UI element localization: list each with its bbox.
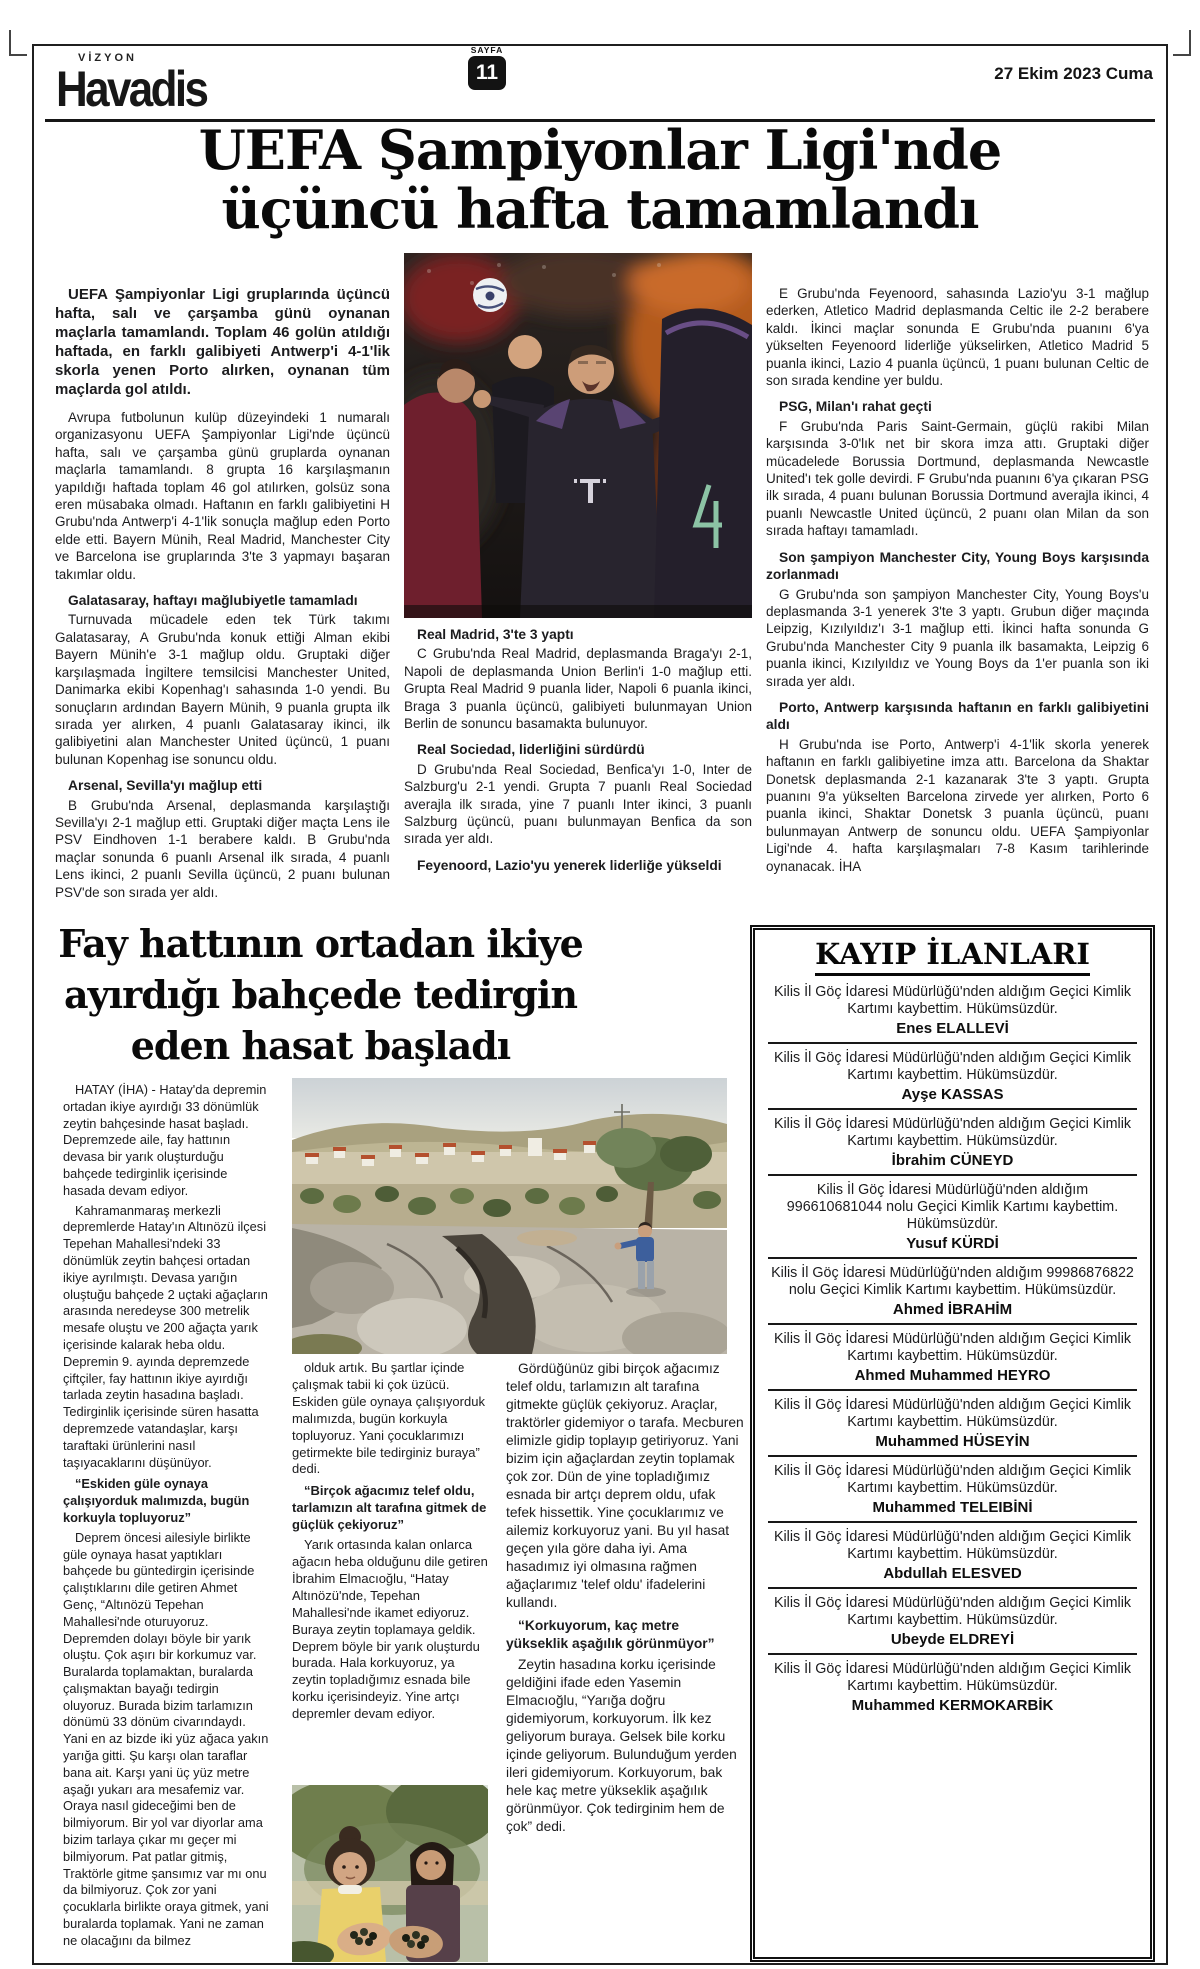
hasat-article-headline (48, 918, 593, 1071)
logo-wordmark: Havadis (56, 61, 207, 117)
issue-date: 27 Ekim 2023 Cuma (994, 64, 1153, 83)
lost-notice (768, 984, 1137, 1037)
football-match-photo (404, 253, 752, 618)
notice-name: Muhammed TELEIBİNİ (872, 1499, 1033, 1516)
notice-text: Kilis İl Göç İdaresi Müdürlüğü'nden aldığım Geçici Kimlik Kartımı kaybettim. Hükümsüzdür. (773, 1331, 1132, 1364)
body-paragraph: olduk artık. Bu şartlar içinde çalışmak tabii ki çok üzücü. Eskiden güle oynaya çalışıyorduk malımızda, bugün korkuyla topluyoruz. Yani çocuklarımızı getirmekte bile tedirginiz buraya” dedi. (292, 1360, 485, 1477)
divider (768, 1455, 1137, 1457)
divider (768, 1323, 1137, 1325)
notice-text: Kilis İl Göç İdaresi Müdürlüğü'nden aldığım Geçici Kimlik Kartımı kaybettim. Hükümsüzdür. (773, 1595, 1132, 1628)
notice-name: İbrahim CÜNEYD (891, 1152, 1014, 1169)
uefa-column-1 (55, 253, 390, 903)
lost-notices-title-wrap (768, 938, 1137, 976)
subheadline: Feyenoord, Lazio'yu yenerek liderliğe yükseldi (417, 857, 722, 873)
notice-name: Muhammed HÜSEYİN (875, 1433, 1030, 1450)
lost-notices-box (750, 925, 1155, 1962)
subheadline: Galatasaray, haftayı mağlubiyetle tamamladı (68, 593, 358, 609)
lost-notice (768, 1529, 1137, 1582)
crop-mark-top-right-foot (1173, 54, 1191, 56)
subheadline: “Birçok ağacımız telef oldu, tarlamızın alt tarafına gitmek de güçlük çekiyoruz” (292, 1483, 487, 1533)
notice-name: Ubeyde ELDREYİ (890, 1631, 1015, 1648)
notice-text: Kilis İl Göç İdaresi Müdürlüğü'nden aldığım Geçici Kimlik Kartımı kaybettim. Hükümsüzdür. (773, 1050, 1132, 1083)
body-paragraph: B Grubu'nda Arsenal, deplasmanda karşılaştığı Sevilla'yı 2-1 mağlup etti. Gruptaki diğer maçta Lens ile PSV Eindhoven 1-1 berabere kaldı. B Grubu'nda maçlar sonunda 6 puanlı Arsenal ilk sırada, 4 puanlı Lens ikinci, 2 puanlı Sevilla üçüncü, 2 puanı bulunan PSV'de son sırada yer aldı. (55, 797, 390, 900)
lead-paragraph: UEFA Şampiyonlar Ligi gruplarında üçüncü hafta, salı ve çarşamba günü oynanan maçlarla tamamlandı. Toplam 46 golün atıldığı haftada, en farklı galibiyeti Antwerp'i 4-1'lik skorla yenen Porto alırken, oynanan tüm maçlarda gol atıldı. (55, 286, 390, 398)
lost-notice (768, 1661, 1137, 1714)
headline-line: UEFA Şampiyonlar Ligi'nde (198, 118, 1002, 182)
notice-name: Abdullah ELESVED (883, 1565, 1022, 1582)
notice-name: Ahmed Muhammed HEYRO (854, 1367, 1051, 1384)
lost-notice (768, 1463, 1137, 1516)
divider (768, 1521, 1137, 1523)
divider (768, 1257, 1137, 1259)
body-paragraph: Kahramanmaraş merkezli depremlerde Hatay'ın Altınözü ilçesi Tepehan Mahallesi'ndeki 33 dönümlük zeytin bahçesi ortadan ikiye ayrılmıştı. Devasa yarığın oluştuğu bahçede 2 uçtaki ağaçların arasında neredeyse 300 metrelik mesafe oluştu ve 200 ağaçta yarık içerisinde kalarak heba oldu. Depremin 9. ayında depremzede çiftçiler, fay hattının ikiye ayırdığı tarlada zeytin hasadına başladı. Tedirginlik içerisinde süren hasatta depremzede vatandaşlar, karşı taraftaki ürünlerini nasıl taşıyacaklarını düşünüyor. (63, 1202, 268, 1470)
uefa-article-body (55, 253, 1155, 903)
body-paragraph: D Grubu'nda Real Sociedad, Benfica'yı 1-0, Inter de Salzburg'u 2-1 yendi. Grupta 7 puanlı Real Sociedad averajla ilk sırada, yine 7 puanlı Inter ikinci, 3 puanlı Salzburg üçüncü, puanı bulunmayan Benfica da son sırada yer aldı. (404, 761, 752, 847)
notice-text: Kilis İl Göç İdaresi Müdürlüğü'nden aldığım Geçici Kimlik Kartımı kaybettim. Hükümsüzdür. (773, 1661, 1132, 1694)
page-number-badge (464, 45, 510, 90)
notice-text: Kilis İl Göç İdaresi Müdürlüğü'nden aldığım Geçici Kimlik Kartımı kaybettim. Hükümsüzdür. (773, 1397, 1132, 1430)
logo-kicker: VİZYON (78, 52, 137, 64)
divider (768, 1108, 1137, 1110)
headline-line: Fay hattının ortadan ikiye (58, 921, 583, 966)
body-paragraph: Turnuvada mücadele eden tek Türk takımı Galatasaray, A Grubu'nda konuk ettiği Alman ekibi Bayern Münih'e 3-1 mağlup oldu. Gruptaki diğer karşılaşmada İngiltere temsilcisi Manchester United, Danimarka ekibi Kopenhag'ı sahasında 1-0 yendi. Bu sonuçların ardından Bayern Münih, 9 puanla grupta ilk sırada yer alırken, 4 puanlı Galatasaray ikinci, ilk galibiyetini alan Manchester United üçüncü, 1 puanı bulunan Kopenhag ise sonuncu oldu. (55, 612, 390, 767)
notice-text: Kilis İl Göç İdaresi Müdürlüğü'nden aldığım Geçici Kimlik Kartımı kaybettim. Hükümsüzdür. (773, 1463, 1132, 1496)
divider (768, 1653, 1137, 1655)
body-paragraph: Gördüğünüz gibi birçok ağacımız telef oldu, tarlamızın alt tarafına gitmekte güçlük çekiyoruz. Araçlar, traktörler gidemiyor o tarafa. Mecburen elimizle gidip toplayıp getiriyoruz. Yani bizim için ağaçlardan zeytin toplamak çok zor. Dün de yine topladığımız esnada bir artçı deprem oldu, ufak tefek hissettik. Yine çocuklarımız ve ailemiz korkuyoruz yani. Bu yıl hasat geçen yıla göre daha iyi. Ama hasadımız iyi olmasına rağmen ağaçlarımız 'telef oldu' ifadelerini kullandı. (506, 1361, 744, 1610)
body-paragraph: Avrupa futbolunun kulüp düzeyindeki 1 numaralı organizasyonu UEFA Şampiyonlar Ligi'nde üçüncü hafta, salı ve çarşamba günü gruplarda oynanan maçlarla tamamlandı. 8 grupta 16 karşılaşmanın yapıldığı haftada toplam 46 gol atılırken, golsüz sona eren müsabaka olmadı. Haftanın en farklı galibiyetini H Grubu'nda Antwerp'i 4-1'lik sonuçla mağlup eden Porto elde etti. Bayern Münih, Real Madrid, Manchester City ve Barcelona ise gruplarında 3'te 3 yapmayı başaran takımlar oldu. (55, 410, 390, 582)
notice-name: Muhammed KERMOKARBİK (851, 1697, 1054, 1714)
divider (768, 1389, 1137, 1391)
body-paragraph: Zeytin hasadına korku içerisinde geldiğini ifade eden Yasemin Elmacıoğlu, “Yarığa doğru gidemiyorum, korkuyorum. İlk kez geliyorum buraya. Gelsek bile korku içinde geliyorum. Bulunduğum yerden ileri gidemiyorum. Korkuyorum, bak hele kaç metre yükseklik aşağılık görünmüyor. Çok tedirginim hem de çok” dedi. (506, 1657, 737, 1834)
divider (768, 1174, 1137, 1176)
body-paragraph: E Grubu'nda Feyenoord, sahasında Lazio'yu 3-1 mağlup ederken, Atletico Madrid deplasmanda Celtic ile 2-2 berabere kaldı. İkinci maçlar sonunda E Grubu'nda puanını 6'ya yükselten Feyenoord liderliğe yükselirken, Atletico Madrid 5 puanla ikinci, Lazio 4 puanla üçüncü, 1 puanı bulunan Celtic de son sırada kendine yer buldu. (766, 286, 1149, 389)
notice-name: Yusuf KÜRDİ (906, 1235, 999, 1252)
page-number-label: SAYFA (470, 45, 504, 55)
lost-notice (768, 1116, 1137, 1169)
hasat-column-1 (63, 1082, 271, 1953)
divider (768, 1042, 1137, 1044)
notice-name: Enes ELALLEVİ (896, 1020, 1009, 1037)
lost-notice (768, 1182, 1137, 1252)
subheadline: Real Sociedad, liderliğini sürdürdü (417, 742, 645, 758)
divider (768, 1587, 1137, 1589)
notice-name: Ahmed İBRAHİM (892, 1301, 1013, 1318)
lost-notice (768, 1331, 1137, 1384)
notice-name: Ayşe KASSAS (901, 1086, 1004, 1103)
body-paragraph: F Grubu'nda Paris Saint-Germain, güçlü rakibi Milan karşısında 3-0'lık net bir skora imza attı. Gruptaki diğer mücadelede Borussia Dortmund, deplasmanda Newcastle United'ı tek golle devirdi. F Grubu'nda puanını 6'ya çıkaran PSG ilk sırada, 4 puanı bulunan Borussia Dortmund averajla ikinci, 4 puanlı Newcastle United üçüncü, 2 puanı olan Milan da son sırada haftayı tamamladı. (766, 418, 1149, 539)
subheadline: Real Madrid, 3'te 3 yaptı (417, 627, 574, 642)
headline-line: ayırdığı bahçede tedirgin (64, 972, 577, 1017)
body-paragraph: G Grubu'nda son şampiyon Manchester City, Young Boys'u deplasmanda 3-1 yenerek 3'te 3 yaptı. Grubun diğer maçında Leipzig, Kızılyıldız'ı 3-1 mağlup etti. İkinci hafta sonunda G Grubu'nda Manchester City 9 puanla ilk basamakta, Leipzig 6 puanla ikinci, Kızılyıldız ve Young Boys da 1'er puanla son iki sırada yer aldı. (766, 586, 1149, 689)
olive-orchard-fault-photo (292, 1078, 727, 1354)
body-paragraph: Yarık ortasında kalan onlarca ağacın heba olduğunu dile getiren İbrahim Elmacıoğlu, “Hatay Altınözü'nde, Tepehan Mahallesi'nde ikamet ediyoruz. Buraya zeytin toplamaya geldik. Deprem böyle bir yarık oluşturdu burada. Hala korkuyoruz, ya zeytin topladığımız esnada bile korku içerisindeyiz. Yine artçı depremler devam ediyor. (292, 1537, 488, 1722)
body-paragraph: HATAY (İHA) - Hatay'da depremin ortadan ikiye ayırdığı 33 dönümlük zeytin bahçesinde hasat başladı. Depremzede aile, fay hattının devasa bir yarık oluşturduğu bahçede tedirginlik içerisinde hasada devam ediyor. (63, 1082, 267, 1198)
lost-notice (768, 1595, 1137, 1648)
subheadline: PSG, Milan'ı rahat geçti (779, 399, 932, 415)
children-olives-photo (292, 1785, 488, 1962)
lost-notice (768, 1265, 1137, 1318)
headline-line: üçüncü hafta tamamlandı (221, 177, 979, 241)
crop-mark-top-right (1189, 30, 1191, 56)
notice-text: Kilis İl Göç İdaresi Müdürlüğü'nden aldığım Geçici Kimlik Kartımı kaybettim. Hükümsüzdür. (773, 984, 1132, 1017)
body-paragraph: Deprem öncesi ailesiyle birlikte güle oynaya hasat yaptıkları bahçede bu güntedirgin içerisinde çalıştıklarını dile getiren Ahmet Genç, “Altınözü Tepehan Mahallesi'nde oturuyoruz. Depremden dolayı böyle bir yarık oluştu. Çok aşırı bir korkumuz var. Buralarda toplamaktan, buralarda çalışmaktan bayağı tedirgin oluyoruz. Burada bizim tarlamızın dönümü 33 dönüm civarındaydı. Yani en az bizde iki yüz ağaca yakın yarığa gitti. Şu karşı olan taraflar bana ait. Karşı yani üç yüz metre aşağı yukarı ara mesafemiz var. Oraya nasıl gideceğimi ben de bilmiyorum. Bir yol var diyorlar ama bizim tarlaya çıkar mı geçer mi bilmiyorum. Pat patlar gitmiş, Traktörle gitme şansımız var mı onu da bilmiyoruz. Çok zor yani çocuklarla birlikte oraya gitmek, yani buralarda toplamak. Yani ne zaman ne olacağını da bilmez (63, 1529, 269, 1948)
body-paragraph: H Grubu'nda ise Porto, Antwerp'i 4-1'lik skorla yenerek haftanın en farklı galibiyetine imza attı. Barcelona da Shaktar Donetsk deplasmanda 2-1 kazanarak 3'te 3 yaptı. Grupta puanını 9'a yükselten Barcelona zirvede yer alırken, Porto 6 puanla ikinci, Shaktar Donetsk 3 puanla üçüncü, puanı bulunmayan Antwerp de sonuncu oldu. UEFA Şampiyonlar Ligi'nde 4. hafta karşılaşmaları 7-8 Kasım tarihlerinde oynanacak. İHA (766, 736, 1149, 874)
crop-mark-top-left (9, 30, 11, 56)
subheadline: Arsenal, Sevilla'yı mağlup etti (68, 778, 263, 794)
crop-mark-top-left-foot (9, 54, 27, 56)
body-paragraph: C Grubu'nda Real Madrid, deplasmanda Braga'yı 2-1, Napoli de deplasmanda Union Berlin'i 1-0 mağlup etti. Grupta Real Madrid 9 puanla lider, Napoli 6 puanla ikinci, Braga 3 puanla üçüncü, galibiyeti bulunmayan Union Berlin de sonuncu basamakta bulunuyor. (404, 646, 752, 732)
newspaper-logo (56, 52, 227, 117)
headline-line: eden hasat başladı (130, 1023, 511, 1068)
uefa-column-2 (404, 253, 752, 903)
lost-notice (768, 1050, 1137, 1103)
page-number: 11 (468, 56, 506, 90)
lost-notices-title: KAYIP İLANLARI (815, 938, 1090, 976)
uefa-column-3 (766, 253, 1149, 903)
notice-text: Kilis İl Göç İdaresi Müdürlüğü'nden aldığım 99986876822 nolu Geçici Kimlik Kartımı kaybettim. Hükümsüzdür. (771, 1265, 1134, 1298)
subheadline: “Eskiden güle oynaya çalışıyorduk malımızda, bugün korkuyla topluyoruz” (63, 1476, 250, 1525)
lost-notice (768, 1397, 1137, 1450)
subheadline: Porto, Antwerp karşısında haftanın en farklı galibiyetini aldı (766, 699, 1149, 733)
hasat-column-2 (292, 1360, 488, 1726)
uefa-article-headline (45, 118, 1155, 241)
subheadline: “Korkuyorum, kaç metre yükseklik aşağılık görünmüyor” (506, 1618, 715, 1651)
notice-text: Kilis İl Göç İdaresi Müdürlüğü'nden aldığım Geçici Kimlik Kartımı kaybettim. Hükümsüzdür. (773, 1116, 1132, 1149)
subheadline: Son şampiyon Manchester City, Young Boys karşısında zorlanmadı (766, 549, 1149, 583)
notice-text: Kilis İl Göç İdaresi Müdürlüğü'nden aldığım Geçici Kimlik Kartımı kaybettim. Hükümsüzdür. (773, 1529, 1132, 1562)
notice-text: Kilis İl Göç İdaresi Müdürlüğü'nden aldığım 996610681044 nolu Geçici Kimlik Kartımı kaybettim. Hükümsüzdür. (786, 1182, 1119, 1232)
hasat-column-3 (506, 1360, 744, 1839)
